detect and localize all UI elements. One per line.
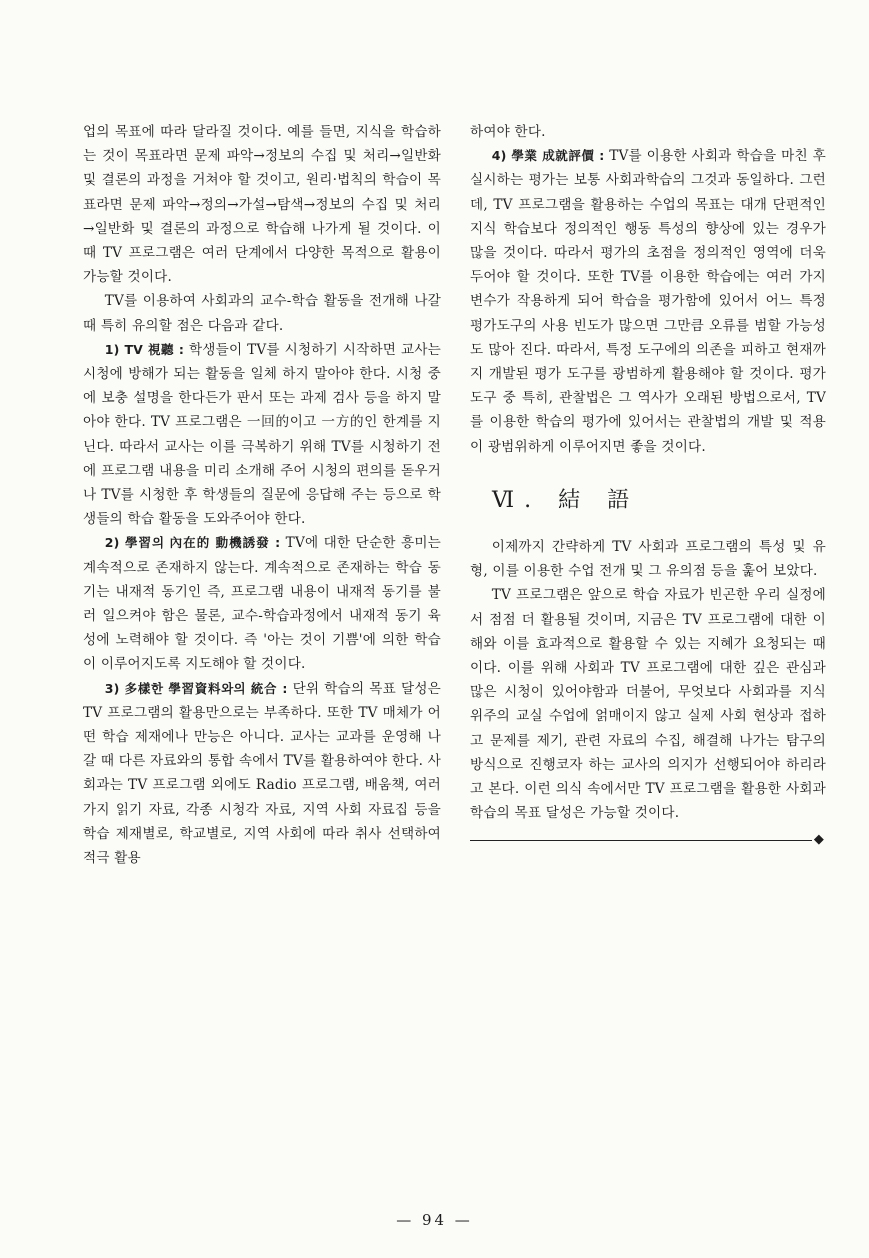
diamond-icon: ◆ bbox=[813, 832, 825, 848]
paragraph: 이제까지 간략하게 TV 사회과 프로그램의 특성 및 유형, 이를 이용한 수업 전개 및 그 유의점 등을 훑어 보았다. bbox=[470, 539, 826, 580]
end-rule bbox=[470, 833, 826, 847]
list-item bbox=[83, 677, 441, 871]
right-column bbox=[470, 120, 826, 847]
item-heading: 1) TV 視聽 : bbox=[104, 341, 185, 357]
section-title: Ⅵ. 結 語 bbox=[492, 487, 640, 513]
list-item bbox=[470, 144, 826, 459]
item-text: TV에 대한 단순한 흥미는 계속적으로 존재하지 않는다. 계속적으로 존재하는 학습 동기는 내재적 동기인 즉, 프로그램 내용이 내재적 동기를 불러 일으켜야 함은 물론, 교수-학습과정에서 내재적 동기 육성에 노력해야 할 것이다. 즉 '아는 것이 기쁨'에 의한 학습이 이루어지도록 지도해야 할 것이다. bbox=[83, 535, 441, 673]
paragraph: 업의 목표에 따라 달라질 것이다. 예를 들면, 지식을 학습하는 것이 목표라면 문제 파악→정보의 수집 및 처리→일반화 및 결론의 과정을 거쳐야 할 것이고, 원리·법칙의 학습이 목표라면 문제 파악→정의→가설→탐색→정보의 수집 및 처리→일반화 및 결론의 과정으로 학습해 나가게 될 것이다. 이 때 TV 프로그램은 여러 단계에서 다양한 목적으로 활용이 가능할 것이다. bbox=[83, 124, 441, 286]
paragraph: 하여야 한다. bbox=[470, 124, 546, 140]
item-heading: 3) 多樣한 學習資料와의 統合 : bbox=[104, 680, 288, 696]
paragraph: TV 프로그램은 앞으로 학습 자료가 빈곤한 우리 실정에서 점점 더 활용될 것이며, 지금은 TV 프로그램에 대한 이해와 이를 효과적으로 활용할 수 있는 지혜가 요청되는 때이다. 이를 위해 사회과 TV 프로그램에 대한 깊은 관심과 많은 시청이 있어야함과 더불어, 무엇보다 사회과를 지식 위주의 교실 수업에 얽매이지 않고 실제 사회 현상과 접하고 문제를 제기, 관련 자료의 수집, 해결해 나가는 탐구의 방식으로 진행코자 하는 교사의 의지가 선행되어야 하리라고 본다. 이런 의식 속에서만 TV 프로그램을 활용한 사회과 학습의 목표 달성은 가능할 것이다. bbox=[470, 587, 826, 822]
item-heading: 2) 學習의 內在的 動機誘發 : bbox=[104, 535, 281, 551]
paragraph: TV를 이용하여 사회과의 교수-학습 활동을 전개해 나갈 때 특히 유의할 점은 다음과 같다. bbox=[83, 293, 441, 334]
item-text: TV를 이용한 사회과 학습을 마친 후 실시하는 평가는 보통 사회과학습의 그것과 동일하다. 그런데, TV 프로그램을 활용하는 수업의 목표는 대개 단편적인 지식 학습보다 정의적인 행동 특성의 향상에 있는 경우가 많을 것이다. 따라서 평가의 초점을 정의적인 영역에 더욱 두어야 할 것이다. 또한 TV를 이용한 학습에는 여러 가지 변수가 작용하게 되어 학습을 평가함에 있어서 어느 특정 평가도구의 사용 빈도가 많으면 그만큼 오류를 범할 가능성도 많아 진다. 따라서, 특정 도구에의 의존을 피하고 현재까지 개발된 평가 도구를 광범하게 활용해야 할 것이다. 평가 도구 중 특히, 관찰법은 그 역사가 오래된 방법으로서, TV를 이용한 학습의 평가에 있어서는 관찰법의 개발 및 적용이 광범위하게 이루어지면 좋을 것이다. bbox=[470, 148, 826, 455]
end-line bbox=[470, 840, 812, 841]
list-item bbox=[83, 531, 441, 676]
item-text: 학생들이 TV를 시청하기 시작하면 교사는 시청에 방해가 되는 활동을 일체 하지 말아야 한다. 시청 중에 보충 설명을 한다든가 판서 또는 과제 검사 등을 하지 말아야 한다. TV 프로그램은 一回的이고 一方的인 한계를 지닌다. 따라서 교사는 이를 극복하기 위해 TV를 시청하기 전에 프로그램 내용을 미리 소개해 주어 시청의 편의를 돋우거나 TV를 시청한 후 학생들의 질문에 응답해 주는 등으로 학생들의 학습 활동을 도와주어야 한다. bbox=[83, 341, 441, 528]
left-column bbox=[83, 120, 441, 870]
item-heading: 4) 學業 成就評價 : bbox=[491, 148, 605, 164]
list-item bbox=[83, 338, 441, 532]
item-text: 단위 학습의 목표 달성은 TV 프로그램의 활용만으로는 부족하다. 또한 TV 매체가 어떤 학습 제재에나 만능은 아니다. 교사는 교과를 운영해 나갈 때 다른 자료와의 통합 속에서 TV를 활용하여야 한다. 사회과는 TV 프로그램 외에도 Radio 프로그램, 배움책, 여러 가지 읽기 자료, 각종 시청각 자료, 지역 사회 자료집 등을 학습 제재별로, 학교별로, 지역 사회에 따라 취사 선택하여 적극 활용 bbox=[83, 680, 441, 867]
page-number: — 94 — bbox=[396, 1211, 473, 1229]
